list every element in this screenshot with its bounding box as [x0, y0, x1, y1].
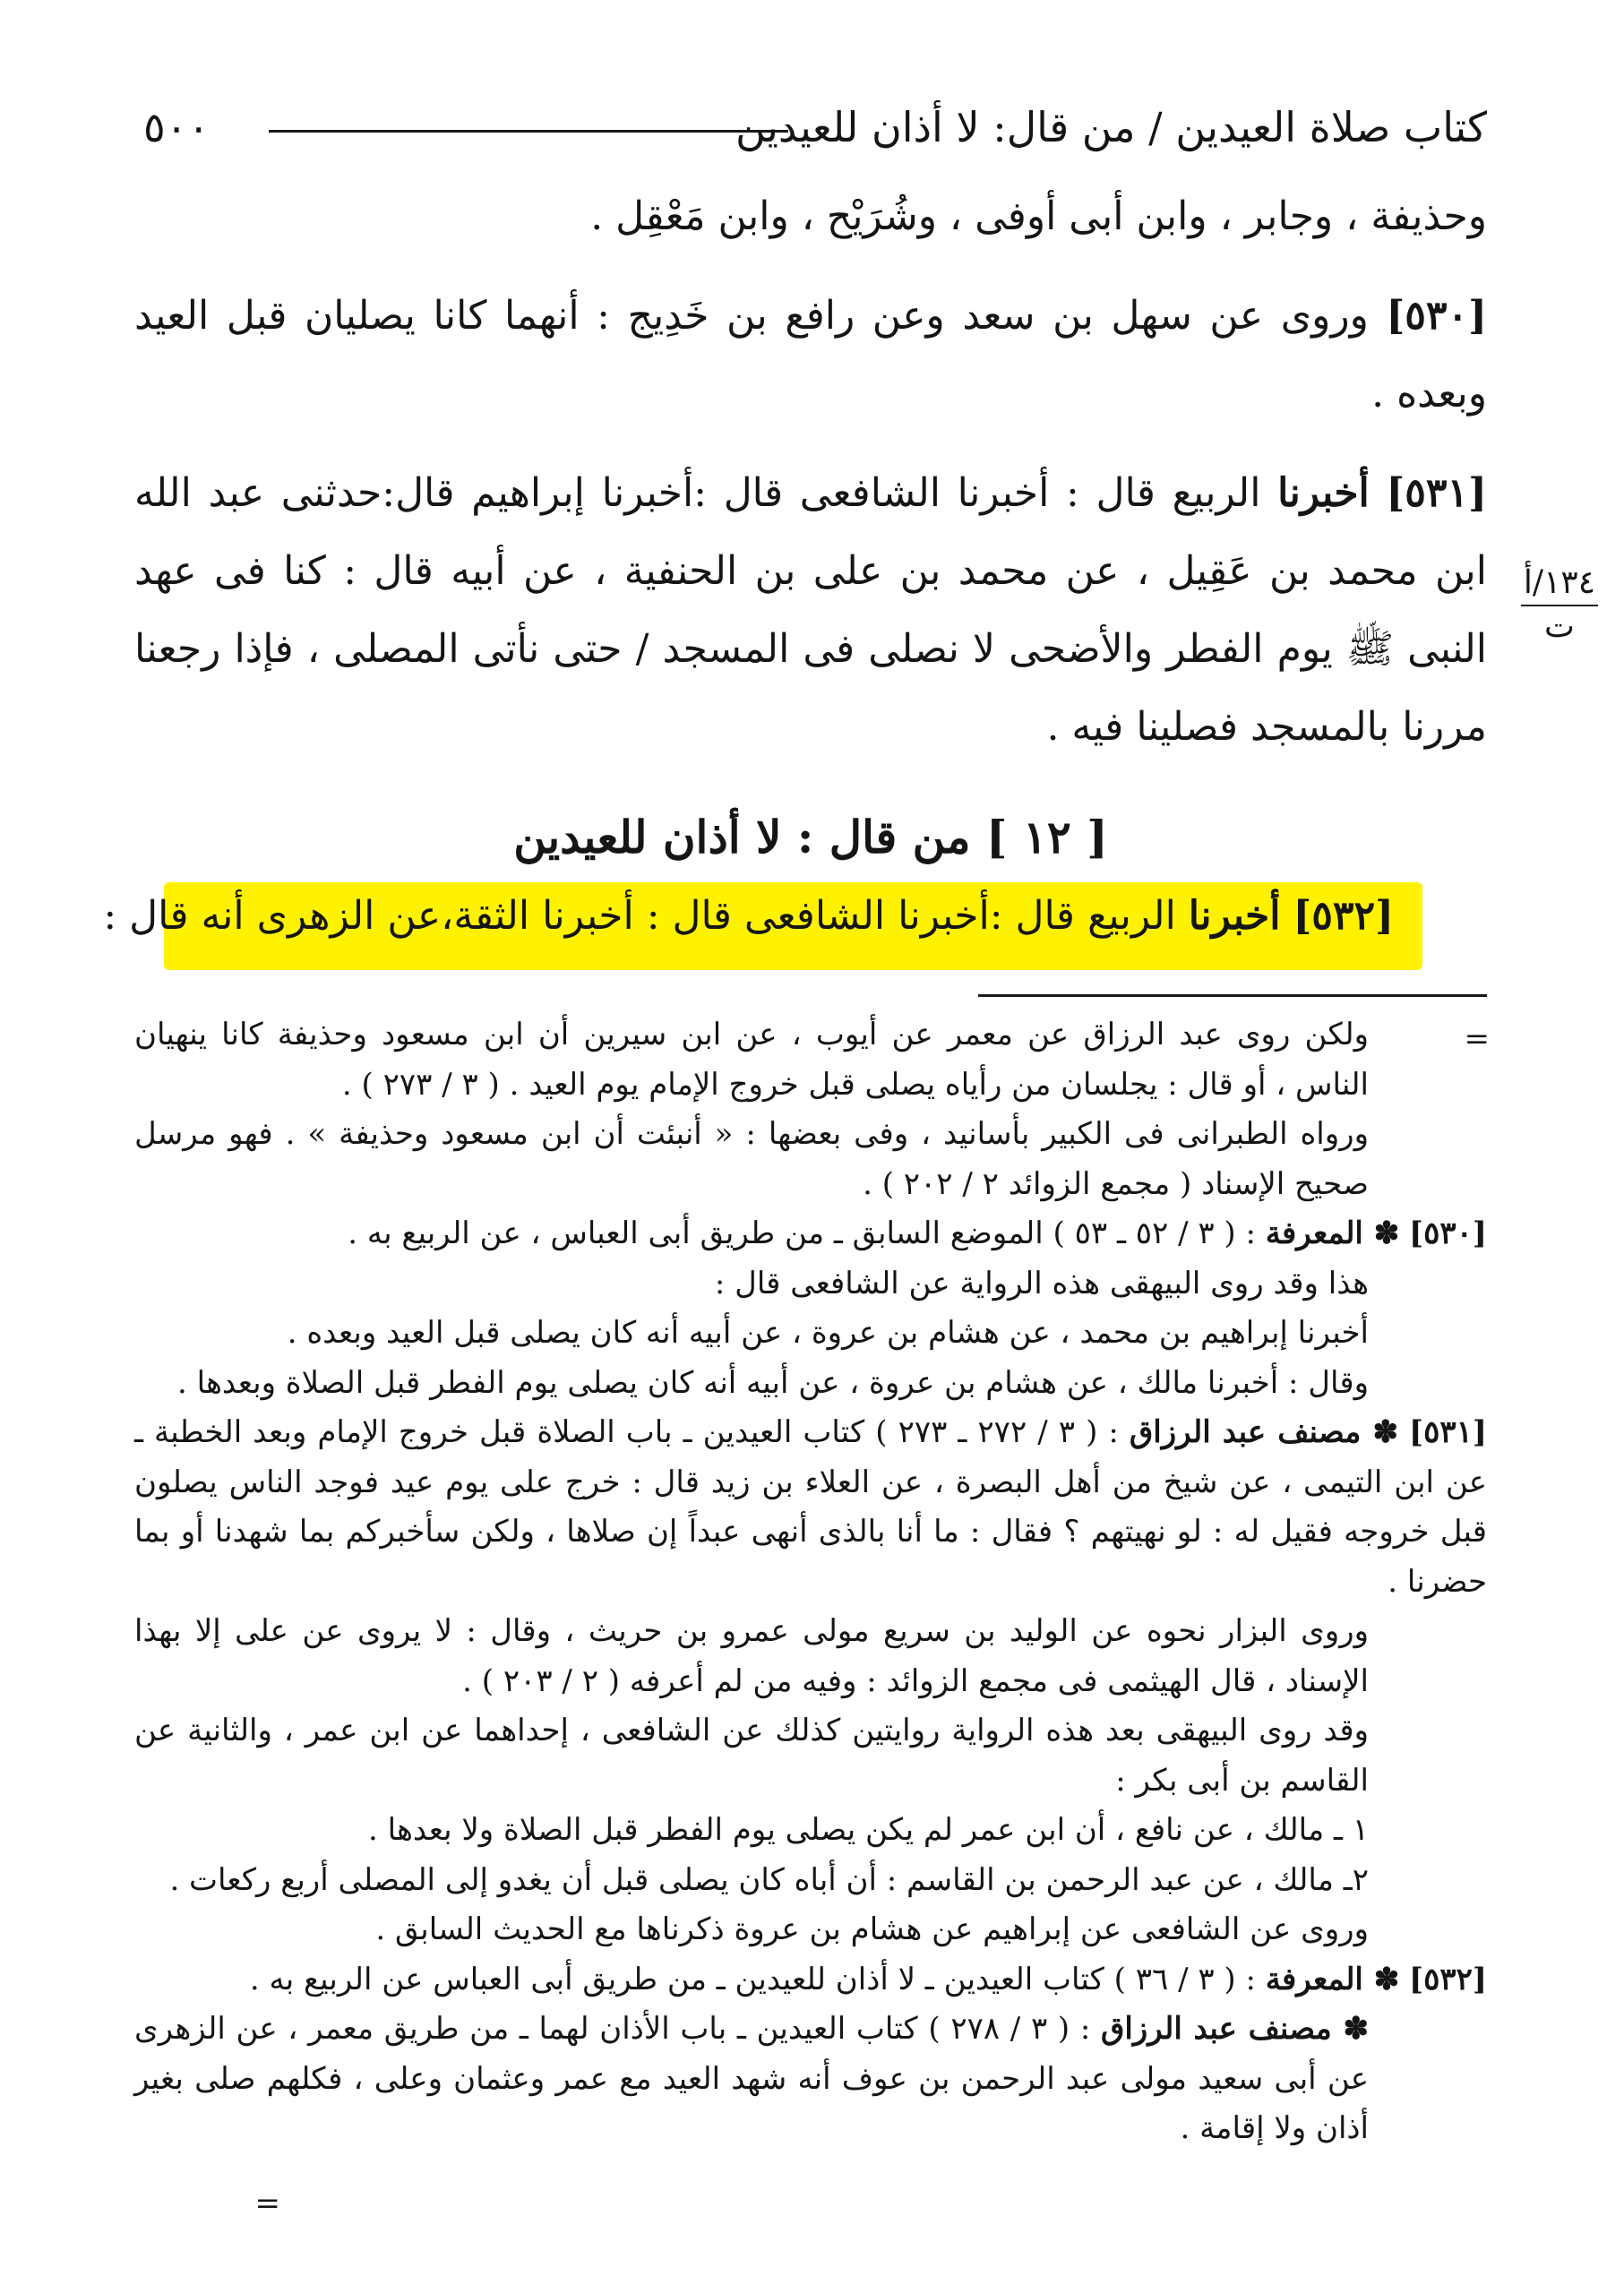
highlighted-text: [103, 893, 1394, 939]
source-name: ✽ المعرفة: [1265, 1961, 1400, 1997]
hadith-number: [٥٣٠]: [1386, 293, 1487, 339]
footnote-532: [134, 1955, 1487, 2005]
section-heading: [ ١٢ ] من قال : لا أذان للعيدين: [513, 811, 1108, 863]
paragraph-keyword: أخبرنا: [1188, 893, 1281, 939]
footnote-line: وروى عن الشافعى عن إبراهيم عن هشام بن عروة ذكرناها مع الحديث السابق .: [375, 1911, 1369, 1947]
footnote-number: [٥٣٢]: [1409, 1961, 1487, 1997]
footnote-text: : ( ٣ / ٥٢ ـ ٥٣ ) الموضع السابق ـ من طريق أبى العباس ، عن الربيع به .: [348, 1215, 1256, 1251]
footnote-532-continued: [134, 2005, 1487, 2154]
footnote-number: [٥٣١]: [1409, 1414, 1487, 1450]
folio-rule: [1521, 605, 1598, 606]
footnote-text: : ( ٣ / ٢٧٢ ـ ٢٧٣ ) كتاب العيدين ـ باب الصلاة قبل خروج الإمام وبعد الخطبة ـ عن ابن التيمى ، عن شيخ من أهل البصرة ، عن العلاء بن زيد قال : خرج على يوم عيد فوجد الناس يصلون قبل خروجه فقيل له : لو نهيتهم ؟ فقال : ما أنا بالذى أنهى عبداً إن صلاها ، ولكن سأخبركم بما شهدنا أو بما حضرنا .: [134, 1414, 1487, 1600]
header-title: كتاب صلاة العيدين / من قال: لا أذان للعيدين: [735, 103, 1487, 151]
paragraph-text: الربيع قال : أخبرنا الشافعى قال :أخبرنا إبراهيم قال:حدثنى عبد الله ابن محمد بن عَقِيل ، عن محمد بن على بن الحنفية ، عن أبيه قال : كنا فى عهد النبى ﷺ يوم الفطر والأضحى لا نصلى فى المسجد / حتى نأتى المصلى ، فإذا رجعنا مررنا بالمسجد فصلينا فيه .: [134, 470, 1487, 750]
footnote-line: وروى البزار نحوه عن الوليد بن سريع مولى عمرو بن حريث ، وقال : لا يروى عن على إلا بهذا الإسناد ، قال الهيثمى فى مجمع الزوائد : وفيه من لم أعرفه ( ٢ / ٢٠٣ ) .: [134, 1613, 1369, 1699]
folio-reference: ١٣٤/أ: [1523, 564, 1596, 601]
footnote-line: ورواه الطبرانى فى الكبير بأسانيد ، وفى بعضها : « أنبئت أن ابن مسعود وحذيفة » . فهو مرسل صحيح الإسناد ( مجمع الزوائد ٢ / ٢٠٢ ) .: [134, 1116, 1370, 1202]
folio-manuscript-siglum: ت: [1544, 608, 1575, 645]
hadith-number: [٥٣٢]: [1293, 893, 1394, 939]
footnote-line: ولكن روى عبد الرزاق عن معمر عن أيوب ، عن ابن سيرين أن ابن مسعود وحذيفة كانا ينهيان الناس ، أو قال : يجلسان من رأياه يصلى قبل خروج الإمام يوم العيد . ( ٣ / ٢٧٣ ) .: [134, 1017, 1369, 1103]
footnote-line: هذا وقد روى البيهقى هذه الرواية عن الشافعى قال :: [714, 1265, 1369, 1301]
footnote-text: : ( ٣ / ٢٧٨ ) كتاب العيدين ـ باب الأذان لهما ـ من طريق معمر ، عن الزهرى عن أبى سعيد مولى عبد الرحمن بن عوف أنه شهد العيد مع عمر وعثمان وعلى ، فكلهم صلى بغير أذان ولا إقامة .: [134, 2011, 1369, 2146]
paragraph-530: [134, 277, 1487, 433]
paragraph-text: وروى عن سهل بن سعد وعن رافع بن خَدِيج : أنهما كانا يصليان قبل العيد وبعده .: [134, 293, 1487, 417]
source-name: ✽ مصنف عبد الرزاق: [1129, 1414, 1398, 1450]
header-rule: [269, 130, 788, 133]
footnote-line: ١ ـ مالك ، عن نافع ، أن ابن عمر لم يكن يصلى يوم الفطر قبل الصلاة ولا بعدها .: [367, 1812, 1369, 1848]
paragraph-keyword: أخبرنا: [1277, 470, 1370, 516]
source-name: ✽ المعرفة: [1265, 1215, 1400, 1251]
main-text: [134, 177, 1487, 787]
footnote-line: أخبرنا إبراهيم بن محمد ، عن هشام بن عروة ، عن أبيه أنه كان يصلى قبل العيد وبعده .: [287, 1315, 1369, 1351]
source-name: ✽ مصنف عبد الرزاق: [1100, 2011, 1369, 2047]
continuation-mark: =: [254, 2186, 280, 2221]
footnote-separator: [978, 994, 1487, 997]
page-number: ٥٠٠: [143, 103, 211, 151]
highlighted-hadith-532: [103, 882, 1422, 970]
footnote-number: [٥٣٠]: [1409, 1215, 1487, 1251]
paragraph-531: [134, 454, 1487, 766]
hadith-number: [٥٣١]: [1386, 470, 1487, 516]
paragraph-continuation: وحذيفة ، وجابر ، وابن أبى أوفى ، وشُرَيْح ، وابن مَعْقِل .: [590, 193, 1487, 239]
footnote-line: وقال : أخبرنا مالك ، عن هشام بن عروة ، عن أبيه أنه كان يصلى يوم الفطر قبل الصلاة وبعدها .: [176, 1364, 1369, 1401]
paragraph-text: الربيع قال :أخبرنا الشافعى قال : أخبرنا الثقة،عن الزهرى أنه قال :: [103, 893, 1176, 939]
continuation-mark: =: [1464, 1021, 1490, 1057]
footnotes: [134, 1010, 1487, 2154]
footnote-line: وقد روى البيهقى بعد هذه الرواية روايتين كذلك عن الشافعى ، إحداهما عن ابن عمر ، والثانية عن القاسم بن أبى بكر :: [134, 1713, 1369, 1799]
footnote-line: ٢ـ مالك ، عن عبد الرحمن بن القاسم : أن أباه كان يصلى قبل أن يغدو إلى المصلى أربع ركعات .: [169, 1861, 1369, 1898]
margin-folio-note: [1521, 564, 1598, 645]
footnote-531: [134, 1408, 1487, 1607]
footnote-text: : ( ٣ / ٣٦ ) كتاب العيدين ـ لا أذان للعيدين ـ من طريق أبى العباس عن الربيع به .: [249, 1961, 1256, 1997]
running-header: [143, 103, 1487, 166]
footnote-530: [134, 1209, 1487, 1259]
